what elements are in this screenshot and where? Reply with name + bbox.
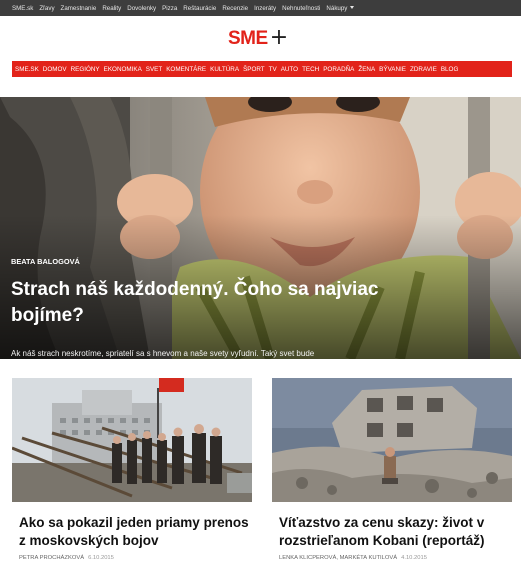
article-byline [19,555,114,561]
chevron-down-icon [350,6,354,9]
section-link-zdravie[interactable]: ZDRAVIE [410,65,437,73]
article-image[interactable] [12,378,252,502]
section-link-auto[interactable]: AUTO [280,65,299,73]
section-link-tech[interactable]: TECH [302,65,320,73]
top-navigation [0,0,521,16]
section-link-regiony[interactable]: REGIÓNY [70,65,100,73]
section-link-kultura[interactable]: KULTÚRA [210,65,240,73]
article-author[interactable]: PETRA PROCHÁZKOVÁ [19,555,85,561]
topnav-link-nakupy[interactable] [326,5,354,12]
article-date: 6.10.2015 [88,555,114,561]
article-photo-moscow [12,378,252,502]
article-byline [279,555,427,561]
section-link-zena[interactable]: ŽENA [358,65,376,73]
article-date: 4.10.2015 [401,555,427,561]
topnav-link-smesk[interactable]: SME.sk [12,4,34,12]
section-link-byvanie[interactable]: BÝVANIE [379,65,407,73]
topnav-link-zamestnanie[interactable]: Zamestnanie [60,4,97,12]
section-link-svet[interactable]: SVET [145,65,163,73]
topnav-link-restauracie[interactable]: Reštaurácie [183,4,217,12]
article-photo-kobani [272,378,512,502]
topnav-nakupy-label: Nákupy [326,4,348,12]
section-link-sport[interactable]: ŠPORT [243,65,265,73]
site-logo[interactable] [228,25,289,50]
section-navigation [12,61,512,77]
topnav-link-nehnutelnosti[interactable]: Nehnuteľnosti [282,4,321,12]
article-card[interactable] [272,378,512,561]
topnav-link-dovolenky[interactable]: Dovolenky [127,4,157,12]
article-title[interactable]: Ako sa pokazil jeden priamy prenos z moskovských bojov [19,515,249,548]
section-link-domov[interactable]: DOMOV [42,65,67,73]
topnav-link-pizza[interactable]: Pizza [162,4,178,12]
logo-plus-icon: + [269,25,289,50]
section-link-poradna[interactable]: PORADŇA [323,65,355,73]
section-link-komentare[interactable]: KOMENTÁRE [166,65,207,73]
section-link-tv[interactable]: TV [268,65,277,73]
topnav-link-zlavy[interactable]: Zľavy [39,4,55,12]
section-link-blog[interactable]: BLOG [440,65,459,73]
hero-author[interactable]: BEATA BALOGOVÁ [11,257,80,266]
topnav-link-reality[interactable]: Reality [102,4,122,12]
logo-brand: SME [228,28,268,49]
article-image[interactable] [272,378,512,502]
hero-excerpt: Ak náš strach neskrotíme, spriatelí sa s hnevom a naše svety vyľudní. Taký svet bude [11,349,315,358]
article-author[interactable]: LENKA KLICPEROVÁ, MARKÉTA KUTILOVÁ [279,555,398,561]
section-link-ekonomika[interactable]: EKONOMIKA [103,65,142,73]
topnav-link-inzeraty[interactable]: Inzeráty [254,4,277,12]
article-card[interactable] [12,378,252,561]
section-link-smesk[interactable]: SME.SK [15,65,39,73]
article-title[interactable]: Víťazstvo za cenu skazy: život v rozstrieľanom Kobani (reportáž) [279,515,485,548]
topnav-link-recenzie[interactable]: Recenzie [222,4,249,12]
hero-title[interactable]: Strach náš každodenný. Čoho sa najviac bojíme? [11,279,379,326]
